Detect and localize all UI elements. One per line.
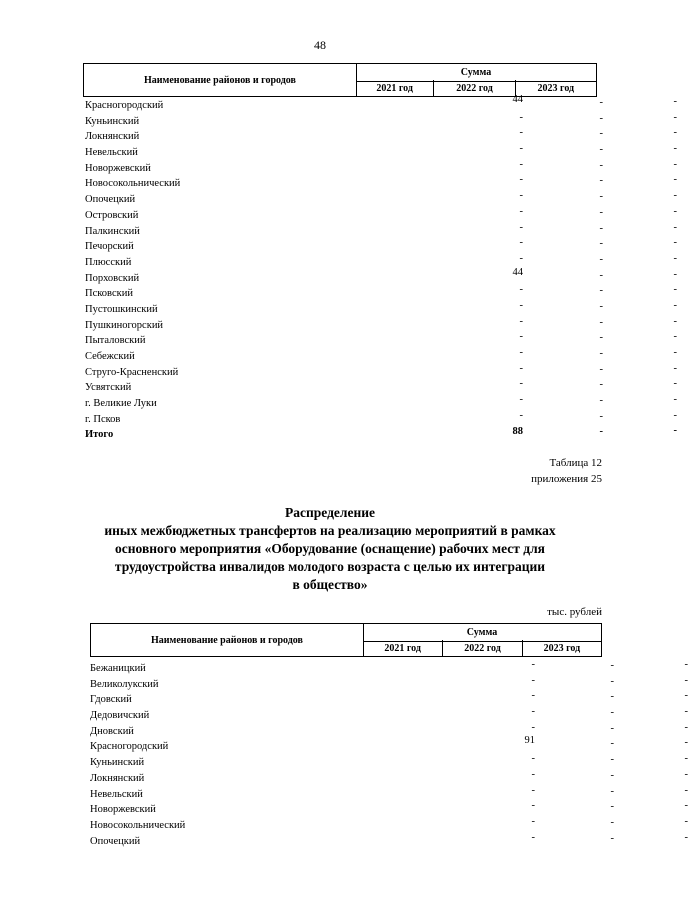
table-body — [90, 657, 688, 849]
district-name: Дедовичский — [90, 710, 150, 722]
value-2023: - — [673, 347, 677, 358]
year-header-2021: 2021 год — [384, 642, 421, 654]
district-name: Печорский — [85, 241, 134, 253]
value-2023: - — [673, 237, 677, 249]
value-2021: - — [531, 690, 535, 702]
district-name: Бежаницкий — [90, 663, 146, 674]
value-2023: - — [673, 158, 677, 170]
section-heading — [70, 504, 590, 594]
district-name: Пушкиногорский — [85, 319, 164, 331]
value-2023: - — [673, 96, 677, 107]
value-2023: - — [673, 221, 677, 233]
value-2021: - — [531, 768, 535, 780]
heading-line-2: иных межбюджетных трансфертов на реализацию мероприятий в рамках — [104, 523, 556, 538]
allocation-table-1 — [83, 63, 677, 443]
district-name: Новосокольнический — [90, 819, 186, 831]
district-name: Себежский — [85, 351, 135, 362]
value-2022: - — [599, 363, 603, 375]
value-2021: - — [531, 831, 535, 843]
value-2023: - — [673, 425, 677, 437]
value-2021: - — [519, 409, 523, 421]
district-name: Куньинский — [85, 115, 140, 127]
heading-line-5: в общество» — [292, 577, 368, 592]
district-name: Итого — [85, 429, 114, 441]
sum-column-header: Сумма — [356, 64, 596, 82]
value-2021: - — [531, 784, 535, 796]
district-name: Гдовский — [90, 694, 132, 706]
value-2022: - — [599, 144, 603, 156]
value-2022: - — [610, 738, 614, 750]
value-2022: - — [599, 175, 603, 187]
value-2022: - — [610, 722, 614, 734]
value-2023: - — [684, 753, 688, 765]
value-2023: - — [673, 315, 677, 327]
value-2023: - — [673, 409, 677, 421]
value-2023: - — [684, 784, 688, 796]
value-2021: - — [519, 331, 523, 343]
heading-line-3: основного мероприятия «Оборудование (оснащение) рабочих мест для — [115, 541, 545, 556]
value-2022: - — [599, 253, 603, 265]
value-2022: - — [610, 660, 614, 671]
value-2022: - — [599, 191, 603, 203]
district-name: Усвятский — [85, 382, 132, 394]
district-name: Опочецкий — [85, 194, 136, 206]
value-2021: - — [531, 800, 535, 812]
value-2023: - — [673, 205, 677, 217]
value-2022: - — [599, 410, 603, 422]
district-name: Новосокольнический — [85, 178, 181, 190]
value-2022: - — [599, 332, 603, 344]
heading-line-4: трудоустройства инвалидов молодого возраста с целью их интеграции — [114, 559, 546, 574]
district-name: Новоржевский — [90, 804, 156, 816]
district-name: Островский — [85, 209, 139, 221]
value-2021: - — [531, 815, 535, 827]
value-2021: - — [531, 706, 535, 718]
value-2023: - — [673, 284, 677, 296]
value-2021: - — [519, 315, 523, 327]
value-2021: 44 — [512, 266, 523, 278]
value-2021: - — [519, 158, 523, 170]
year-header-2021: 2021 год — [376, 82, 413, 94]
value-2021: - — [519, 205, 523, 217]
value-2022: - — [610, 691, 614, 703]
value-2022: - — [599, 206, 603, 218]
district-name: Опочецкий — [90, 835, 141, 847]
value-2022: - — [610, 832, 614, 844]
district-name: Струго-Красненский — [85, 366, 179, 378]
value-2021: - — [531, 674, 535, 686]
value-2022: - — [599, 238, 603, 250]
value-2023: - — [684, 721, 688, 733]
value-2021: - — [519, 237, 523, 249]
table-header — [90, 623, 602, 657]
value-2023: - — [673, 127, 677, 139]
table-row — [90, 831, 688, 850]
value-2021: 44 — [512, 94, 523, 105]
district-name: г. Великие Луки — [85, 398, 157, 410]
table-caption — [531, 455, 602, 487]
units-label: тыс. рублей — [547, 606, 602, 618]
district-name: г. Псков — [85, 413, 121, 425]
district-name: Дновский — [90, 725, 134, 737]
value-2021: - — [519, 174, 523, 186]
value-2021: - — [519, 299, 523, 311]
district-name: Локнянский — [85, 131, 140, 143]
value-2021: 91 — [524, 735, 535, 747]
value-2022: - — [599, 316, 603, 328]
value-2023: - — [673, 331, 677, 343]
value-2023: - — [684, 659, 688, 670]
value-2023: - — [673, 394, 677, 406]
value-2023: - — [684, 737, 688, 749]
district-name: Пустошкинский — [85, 303, 158, 315]
value-2021: - — [519, 252, 523, 264]
value-2021: - — [519, 127, 523, 139]
value-2021: - — [531, 659, 535, 670]
sum-column-header: Сумма — [363, 624, 601, 642]
year-header-2022: 2022 год — [433, 80, 514, 96]
value-2022: - — [610, 801, 614, 813]
district-name: Новоржевский — [85, 162, 151, 174]
table-body — [83, 94, 677, 443]
value-2023: - — [684, 831, 688, 843]
value-2022: - — [599, 300, 603, 312]
year-header-2022: 2022 год — [442, 640, 521, 656]
value-2021: - — [519, 362, 523, 374]
value-2021: - — [519, 221, 523, 233]
value-2023: - — [673, 252, 677, 264]
value-2023: - — [684, 706, 688, 718]
value-2022: - — [599, 97, 603, 108]
value-2021: - — [519, 347, 523, 358]
district-name: Локнянский — [90, 772, 145, 784]
value-2023: - — [673, 299, 677, 311]
value-2022: - — [599, 112, 603, 124]
district-name: Псковский — [85, 288, 133, 300]
value-2023: - — [673, 143, 677, 155]
value-2022: - — [599, 222, 603, 234]
value-2022: - — [610, 816, 614, 828]
value-2022: - — [599, 348, 603, 359]
value-2023: - — [684, 800, 688, 812]
year-headers — [363, 640, 601, 656]
district-name: Порховский — [85, 272, 140, 284]
appendix-ref: приложения 25 — [531, 473, 602, 485]
value-2022: - — [599, 426, 603, 438]
value-2023: - — [684, 815, 688, 827]
value-2021: - — [531, 753, 535, 765]
name-column-header: Наименование районов и городов — [84, 64, 357, 96]
heading-line-1: Распределение — [284, 505, 376, 520]
value-2023: - — [673, 174, 677, 186]
district-name: Куньинский — [90, 757, 145, 769]
year-header-2023: 2023 год — [522, 640, 601, 656]
district-name: Плюсский — [85, 256, 132, 268]
value-2021: - — [531, 721, 535, 733]
name-column-header: Наименование районов и городов — [91, 624, 364, 656]
district-name: Невельский — [85, 147, 138, 159]
value-2022: - — [610, 707, 614, 719]
district-name: Невельский — [90, 788, 143, 800]
table-number: Таблица 12 — [549, 457, 602, 469]
value-2023: - — [684, 690, 688, 702]
value-2022: - — [599, 269, 603, 281]
district-name: Великолукский — [90, 678, 159, 690]
district-name: Палкинский — [85, 225, 140, 237]
value-2022: - — [599, 395, 603, 407]
value-2023: - — [684, 768, 688, 780]
value-2022: - — [599, 379, 603, 391]
value-2023: - — [673, 190, 677, 202]
value-2022: - — [610, 769, 614, 781]
value-2023: - — [673, 362, 677, 374]
value-2022: - — [599, 285, 603, 297]
district-name: Красногородский — [85, 100, 164, 111]
value-2023: - — [684, 674, 688, 686]
value-2021: - — [519, 284, 523, 296]
value-2023: - — [673, 378, 677, 390]
district-name: Пыталовский — [85, 335, 146, 347]
value-2021: 88 — [512, 426, 523, 438]
year-header-2023: 2023 год — [515, 80, 596, 96]
value-2023: - — [673, 268, 677, 280]
page-number: 48 — [314, 38, 326, 52]
value-2022: - — [610, 785, 614, 797]
value-2021: - — [519, 378, 523, 390]
value-2021: - — [519, 190, 523, 202]
total-row — [83, 425, 677, 443]
value-2022: - — [610, 754, 614, 766]
district-name: Красногородский — [90, 741, 169, 753]
value-2021: - — [519, 394, 523, 406]
value-2022: - — [610, 675, 614, 687]
value-2021: - — [519, 143, 523, 155]
value-2021: - — [519, 111, 523, 123]
value-2022: - — [599, 128, 603, 140]
value-2023: - — [673, 111, 677, 123]
value-2022: - — [599, 159, 603, 171]
allocation-table-2 — [90, 623, 688, 849]
